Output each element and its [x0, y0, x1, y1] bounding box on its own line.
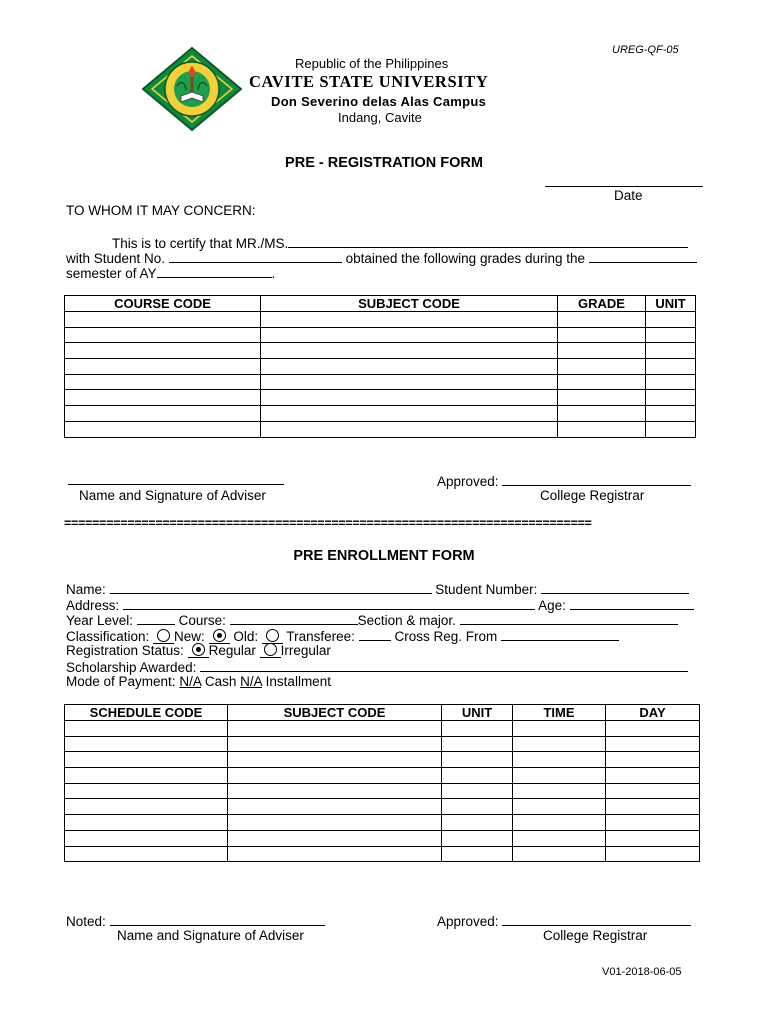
table-cell[interactable]	[261, 406, 558, 422]
table-cell[interactable]	[65, 815, 228, 831]
status-regular-label: Regular	[208, 643, 256, 658]
table-cell[interactable]	[513, 846, 606, 862]
table-cell[interactable]	[261, 374, 558, 390]
name-field[interactable]	[110, 580, 432, 594]
column-header: UNIT	[646, 296, 696, 312]
table-cell[interactable]	[513, 736, 606, 752]
salutation: TO WHOM IT MAY CONCERN:	[66, 203, 256, 218]
adviser-label: Name and Signature of Adviser	[117, 928, 304, 943]
student-no-label: with Student No.	[66, 251, 166, 266]
year-level-label: Year Level:	[66, 613, 134, 628]
table-cell[interactable]	[65, 721, 228, 737]
schedule-table	[64, 704, 700, 862]
table-cell[interactable]	[228, 721, 442, 737]
semester-field[interactable]	[589, 249, 697, 263]
schedule-header-row	[65, 705, 700, 721]
table-row	[65, 374, 696, 390]
table-cell[interactable]	[513, 768, 606, 784]
pre-enrollment-title: PRE ENROLLMENT FORM	[293, 548, 475, 564]
cross-reg-field[interactable]	[501, 627, 619, 641]
column-header: SCHEDULE CODE	[65, 705, 228, 721]
table-cell[interactable]	[261, 327, 558, 343]
table-cell[interactable]	[442, 830, 513, 846]
separator-line: ===========================================================================	[64, 516, 592, 530]
section-label: Section & major.	[357, 613, 456, 628]
table-cell[interactable]	[228, 783, 442, 799]
column-header: DAY	[606, 705, 700, 721]
table-cell[interactable]	[558, 390, 646, 406]
noted-label: Noted:	[66, 914, 106, 929]
table-cell[interactable]	[646, 374, 696, 390]
table-cell[interactable]	[646, 359, 696, 375]
republic-label: Republic of the Philippines	[295, 56, 449, 71]
table-row	[65, 343, 696, 359]
payment-mode-label: Mode of Payment:	[66, 674, 176, 689]
student-number-label: Student Number:	[435, 582, 538, 597]
table-cell[interactable]	[261, 359, 558, 375]
column-header: SUBJECT CODE	[261, 296, 558, 312]
table-cell[interactable]	[65, 783, 228, 799]
table-cell[interactable]	[442, 736, 513, 752]
installment-label: Installment	[265, 674, 331, 689]
table-cell[interactable]	[228, 815, 442, 831]
classification-new-radio[interactable]	[157, 629, 170, 642]
table-row	[65, 721, 700, 737]
grades-header-row	[65, 296, 696, 312]
table-cell[interactable]	[261, 312, 558, 328]
classification-label: Classification:	[66, 629, 150, 644]
table-row	[65, 846, 700, 862]
year-level-field[interactable]	[137, 611, 175, 625]
name-label: Name:	[66, 582, 106, 597]
table-cell[interactable]	[442, 815, 513, 831]
table-cell[interactable]	[261, 343, 558, 359]
table-row	[65, 736, 700, 752]
column-header: COURSE CODE	[65, 296, 261, 312]
table-cell[interactable]	[558, 359, 646, 375]
table-cell[interactable]	[65, 374, 261, 390]
table-cell[interactable]	[513, 799, 606, 815]
section-field[interactable]	[460, 611, 678, 625]
table-row	[65, 359, 696, 375]
table-row	[65, 390, 696, 406]
grades-text: obtained the following grades during the	[345, 251, 586, 266]
table-cell[interactable]	[65, 343, 261, 359]
table-cell[interactable]	[442, 799, 513, 815]
table-cell[interactable]	[646, 312, 696, 328]
table-cell[interactable]	[513, 783, 606, 799]
campus-location: Indang, Cavite	[338, 110, 422, 125]
table-cell[interactable]	[513, 721, 606, 737]
table-cell[interactable]	[646, 421, 696, 437]
table-cell[interactable]	[442, 752, 513, 768]
certify-text: This is to certify that MR./MS.	[112, 236, 289, 251]
table-cell[interactable]	[558, 421, 646, 437]
table-cell[interactable]	[646, 327, 696, 343]
table-cell[interactable]	[606, 768, 700, 784]
version-code: V01-2018-06-05	[602, 966, 682, 978]
student-no-field[interactable]	[169, 249, 342, 263]
column-header: SUBJECT CODE	[228, 705, 442, 721]
table-cell[interactable]	[65, 327, 261, 343]
table-cell[interactable]	[442, 846, 513, 862]
table-row	[65, 830, 700, 846]
table-row	[65, 312, 696, 328]
student-number-field[interactable]	[541, 580, 689, 594]
table-cell[interactable]	[606, 752, 700, 768]
table-row	[65, 406, 696, 422]
classification-new-label: New:	[174, 629, 205, 644]
table-cell[interactable]	[228, 736, 442, 752]
table-cell[interactable]	[442, 783, 513, 799]
table-cell[interactable]	[606, 815, 700, 831]
table-cell[interactable]	[646, 390, 696, 406]
table-row	[65, 768, 700, 784]
status-regular-radio[interactable]	[192, 643, 205, 656]
classification-old-radio[interactable]	[213, 629, 226, 642]
table-cell[interactable]	[261, 390, 558, 406]
table-cell[interactable]	[606, 846, 700, 862]
date-field[interactable]	[545, 171, 703, 187]
status-irregular-radio[interactable]	[264, 643, 277, 656]
table-cell[interactable]	[606, 799, 700, 815]
classification-old-label: Old:	[233, 629, 259, 644]
scholarship-label: Scholarship Awarded:	[66, 660, 197, 675]
classification-transferee-label: Transferee:	[286, 629, 355, 644]
table-row	[65, 421, 696, 437]
table-cell[interactable]	[606, 783, 700, 799]
table-cell[interactable]	[228, 768, 442, 784]
transferee-field[interactable]	[359, 627, 391, 641]
cash-value[interactable]: N/A	[179, 674, 202, 689]
age-field[interactable]	[570, 596, 694, 610]
university-name: CAVITE STATE UNIVERSITY	[249, 72, 489, 91]
table-cell[interactable]	[65, 830, 228, 846]
table-cell[interactable]	[606, 721, 700, 737]
registrar-label: College Registrar	[543, 928, 648, 943]
address-field[interactable]	[123, 596, 535, 610]
table-cell[interactable]	[228, 752, 442, 768]
column-header: GRADE	[558, 296, 646, 312]
address-label: Address:	[66, 598, 120, 613]
table-cell[interactable]	[261, 421, 558, 437]
table-cell[interactable]	[65, 421, 261, 437]
course-field[interactable]	[230, 611, 358, 625]
table-cell[interactable]	[228, 846, 442, 862]
pre-registration-title: PRE - REGISTRATION FORM	[285, 155, 483, 171]
column-header: UNIT	[442, 705, 513, 721]
table-row	[65, 783, 700, 799]
table-cell[interactable]	[513, 815, 606, 831]
scholarship-field[interactable]	[200, 658, 688, 672]
registrar-signature-line[interactable]	[502, 912, 691, 926]
adviser-signature-line[interactable]	[68, 470, 284, 485]
table-cell[interactable]	[513, 830, 606, 846]
age-label: Age:	[538, 598, 566, 613]
table-cell[interactable]	[65, 390, 261, 406]
table-row	[65, 752, 700, 768]
form-code: UREG-QF-05	[612, 44, 679, 56]
table-cell[interactable]	[558, 374, 646, 390]
cross-reg-label: Cross Reg. From	[394, 629, 498, 644]
registrar-signature-line[interactable]	[502, 472, 691, 486]
table-cell[interactable]	[558, 406, 646, 422]
noted-signature-line[interactable]	[110, 912, 325, 926]
registration-status-label: Registration Status:	[66, 643, 184, 658]
table-cell[interactable]	[558, 343, 646, 359]
table-cell[interactable]	[228, 799, 442, 815]
classification-transferee-radio[interactable]	[266, 629, 279, 642]
table-cell[interactable]	[65, 768, 228, 784]
table-cell[interactable]	[65, 846, 228, 862]
student-name-field[interactable]	[288, 234, 688, 248]
university-seal-logo	[141, 46, 243, 132]
academic-year-field[interactable]	[157, 264, 272, 278]
table-cell[interactable]	[65, 736, 228, 752]
table-cell[interactable]	[65, 406, 261, 422]
approved-label: Approved:	[437, 914, 499, 929]
table-cell[interactable]	[606, 830, 700, 846]
table-cell[interactable]	[513, 752, 606, 768]
table-cell[interactable]	[65, 752, 228, 768]
table-cell[interactable]	[606, 736, 700, 752]
installment-value[interactable]: N/A	[240, 674, 262, 689]
table-cell[interactable]	[65, 359, 261, 375]
cash-label: Cash	[204, 674, 237, 689]
period-mark: .	[271, 266, 276, 281]
table-cell[interactable]	[646, 343, 696, 359]
table-cell[interactable]	[558, 312, 646, 328]
approved-label: Approved:	[437, 474, 499, 489]
column-header: TIME	[513, 705, 606, 721]
table-cell[interactable]	[228, 830, 442, 846]
date-label: Date	[614, 188, 643, 203]
table-cell[interactable]	[442, 721, 513, 737]
semester-ay-label: semester of AY	[66, 266, 157, 281]
course-label: Course:	[178, 613, 226, 628]
status-irregular-label: Irregular	[280, 643, 331, 658]
table-cell[interactable]	[558, 327, 646, 343]
campus-name: Don Severino delas Alas Campus	[271, 94, 487, 109]
table-row	[65, 799, 700, 815]
table-row	[65, 815, 700, 831]
table-cell[interactable]	[442, 768, 513, 784]
table-cell[interactable]	[65, 799, 228, 815]
table-row	[65, 327, 696, 343]
grades-table	[64, 295, 696, 438]
registrar-label: College Registrar	[540, 488, 645, 503]
table-cell[interactable]	[65, 312, 261, 328]
adviser-label: Name and Signature of Adviser	[79, 488, 266, 503]
table-cell[interactable]	[646, 406, 696, 422]
